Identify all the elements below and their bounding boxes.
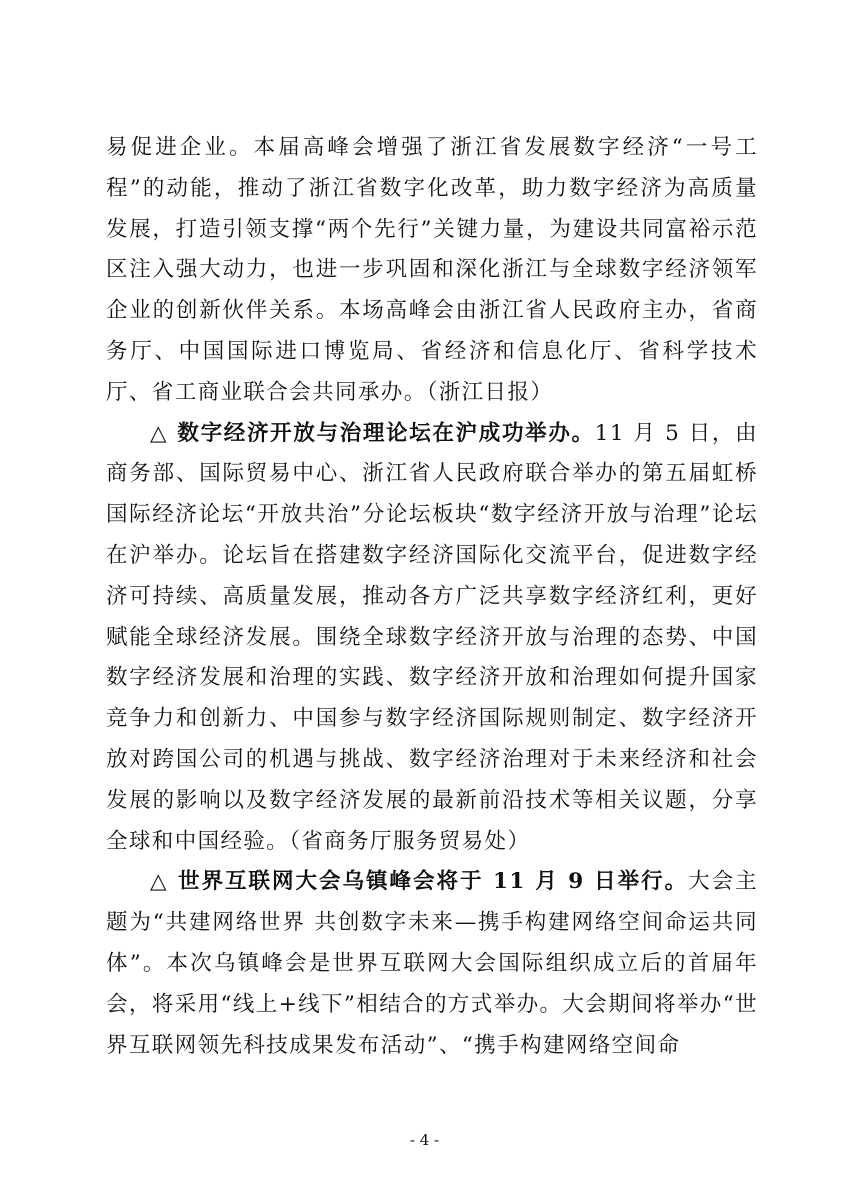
paragraph-lead: △ 世界互联网大会乌镇峰会将于 11 月 9 日举行。 [150, 869, 689, 895]
paragraph-lead: △ 数字经济开放与治理论坛在沪成功举办。 [150, 420, 595, 446]
paragraph-zhejiang-summit [106, 128, 758, 414]
paragraph-text: 易促进企业。本届高峰会增强了浙江省发展数字经济“一号工程”的动能，推动了浙江省数字化改革，助力数字经济为高质量发展，打造引领支撑“两个先行”关键力量，为建设共同富裕示范区注入强大动力，也进一步巩固和深化浙江与全球数字经济领军企业的创新伙伴关系。本场高峰会由浙江省人民政府主办，省商务厅、中国国际进口博览局、省经济和信息化厅、省科学技术厅、省工商业联合会共同承办。（浙江日报） [106, 135, 758, 405]
paragraph-wuzhen-summit [106, 862, 758, 1066]
page-number: - 4 - [409, 1131, 440, 1149]
document-body [106, 128, 758, 1066]
paragraph-text: 11 月 5 日，由商务部、国际贸易中心、浙江省人民政府联合举办的第五届虹桥国际经济论坛“开放共治”分论坛板块“数字经济开放与治理”论坛在沪举办。论坛旨在搭建数字经济国际化交流平台，促进数字经济可持续、高质量发展，推动各方广泛共享数字经济红利，更好赋能全球经济发展。围绕全球数字经济开放与治理的态势、中国数字经济发展和治理的实践、数字经济开放和治理如何提升国家竞争力和创新力、中国参与数字经济国际规则制定、数字经济开放对跨国公司的机遇与挑战、数字经济治理对于未来经济和社会发展的影响以及数字经济发展的最新前沿技术等相关议题，分享全球和中国经验。（省商务厅服务贸易处） [106, 420, 758, 854]
paragraph-text: 大会主题为“共建网络世界 共创数字未来—携手构建网络空间命运共同体”。本次乌镇峰会是世界互联网大会国际组织成立后的首届年会，将采用“线上+线下”相结合的方式举办。大会期间将举办“世界互联网领先科技成果发布活动”、“携手构建网络空间命 [106, 869, 758, 1058]
paragraph-digital-economy-forum [106, 414, 758, 863]
